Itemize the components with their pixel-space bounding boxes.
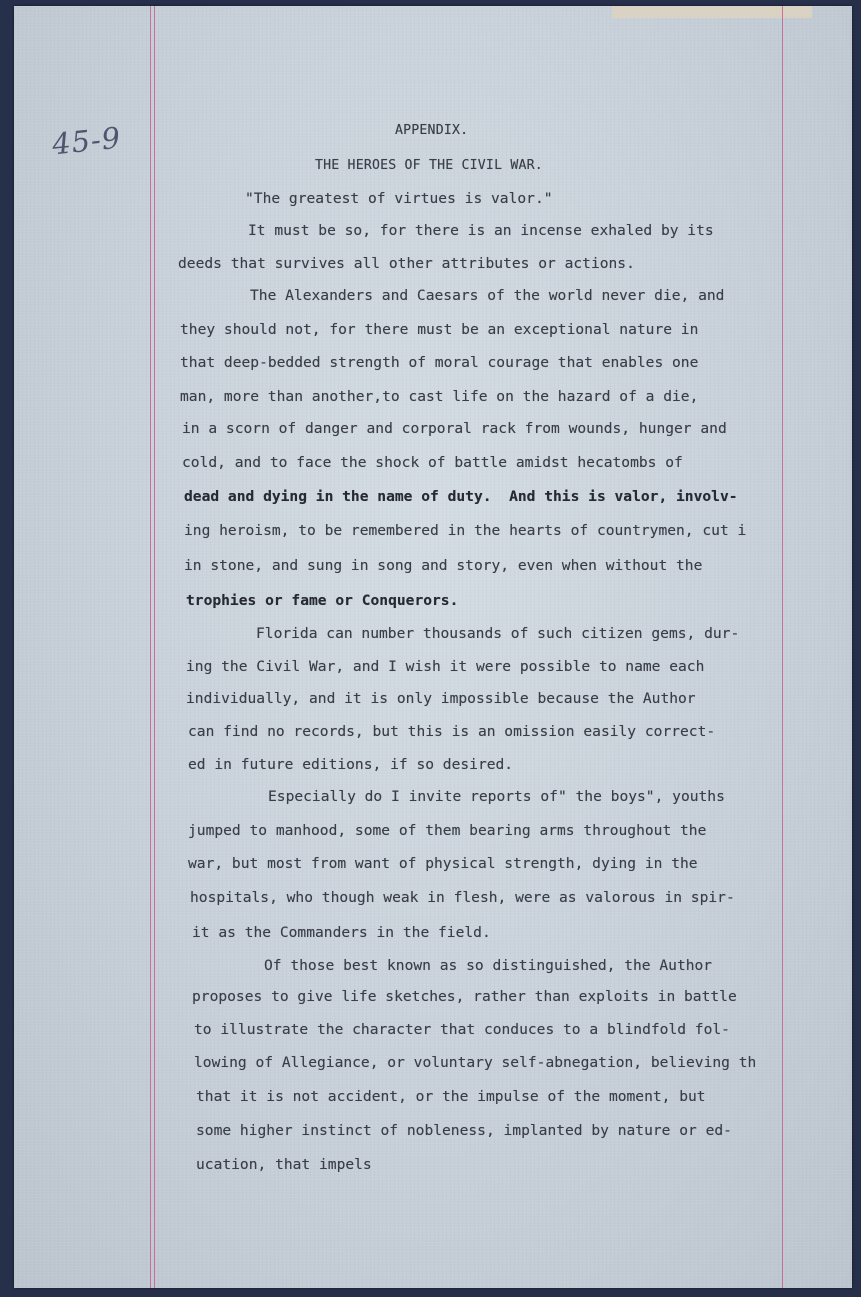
left-margin-rule — [150, 6, 151, 1288]
text-line: Especially do I invite reports of" the boys", youths — [268, 788, 725, 805]
text-line: they should not, for there must be an exceptional nature in — [180, 321, 699, 338]
text-line: hospitals, who though weak in flesh, were as valorous in spir- — [190, 889, 735, 906]
text-line: that deep-bedded strength of moral courage that enables one — [180, 354, 699, 371]
text-line: trophies or fame or Conquerors. — [186, 592, 459, 609]
text-line: ucation, that impels — [196, 1156, 372, 1173]
text-line: deeds that survives all other attributes or actions. — [178, 255, 635, 272]
text-line: it as the Commanders in the field. — [192, 924, 491, 941]
text-line: some higher instinct of nobleness, implanted by nature or ed- — [196, 1122, 732, 1139]
text-line: that it is not accident, or the impulse of the moment, but — [196, 1088, 706, 1105]
right-margin-rule — [782, 6, 783, 1288]
text-line: ing heroism, to be remembered in the hearts of countrymen, cut i — [184, 522, 747, 539]
text-line: Florida can number thousands of such citizen gems, dur- — [256, 625, 740, 642]
text-line: in stone, and sung in song and story, even when without the — [184, 557, 703, 574]
text-line: can find no records, but this is an omission easily correct- — [188, 723, 716, 740]
text-line: Of those best known as so distinguished, the Author — [264, 957, 713, 974]
page-heading: APPENDIX. — [395, 123, 469, 138]
text-line: individually, and it is only impossible because the Author — [186, 690, 696, 707]
text-line: to illustrate the character that conduces to a blindfold fol- — [194, 1021, 730, 1038]
page-subheading: THE HEROES OF THE CIVIL WAR. — [315, 158, 543, 173]
folio-number: 45-9 — [50, 120, 123, 162]
left-margin-rule-inner — [154, 6, 155, 1288]
text-line: lowing of Allegiance, or voluntary self-abnegation, believing th — [194, 1054, 757, 1071]
text-line: It must be so, for there is an incense exhaled by its — [248, 222, 714, 239]
text-line: ed in future editions, if so desired. — [188, 756, 514, 773]
text-line: jumped to manhood, some of them bearing arms throughout the — [188, 822, 707, 839]
text-line: man, more than another,to cast life on the hazard of a die, — [180, 388, 699, 405]
text-line: proposes to give life sketches, rather than exploits in battle — [192, 988, 737, 1005]
text-line: "The greatest of virtues is valor." — [245, 190, 553, 207]
text-line: The Alexanders and Caesars of the world never die, and — [250, 287, 725, 304]
text-line: war, but most from want of physical strength, dying in the — [188, 855, 698, 872]
text-line: in a scorn of danger and corporal rack from wounds, hunger and — [182, 420, 727, 437]
text-line: dead and dying in the name of duty. And this is valor, involv- — [184, 488, 738, 505]
typewritten-page — [14, 6, 852, 1288]
text-line: cold, and to face the shock of battle amidst hecatombs of — [182, 454, 683, 471]
text-line: ing the Civil War, and I wish it were possible to name each — [186, 658, 705, 675]
